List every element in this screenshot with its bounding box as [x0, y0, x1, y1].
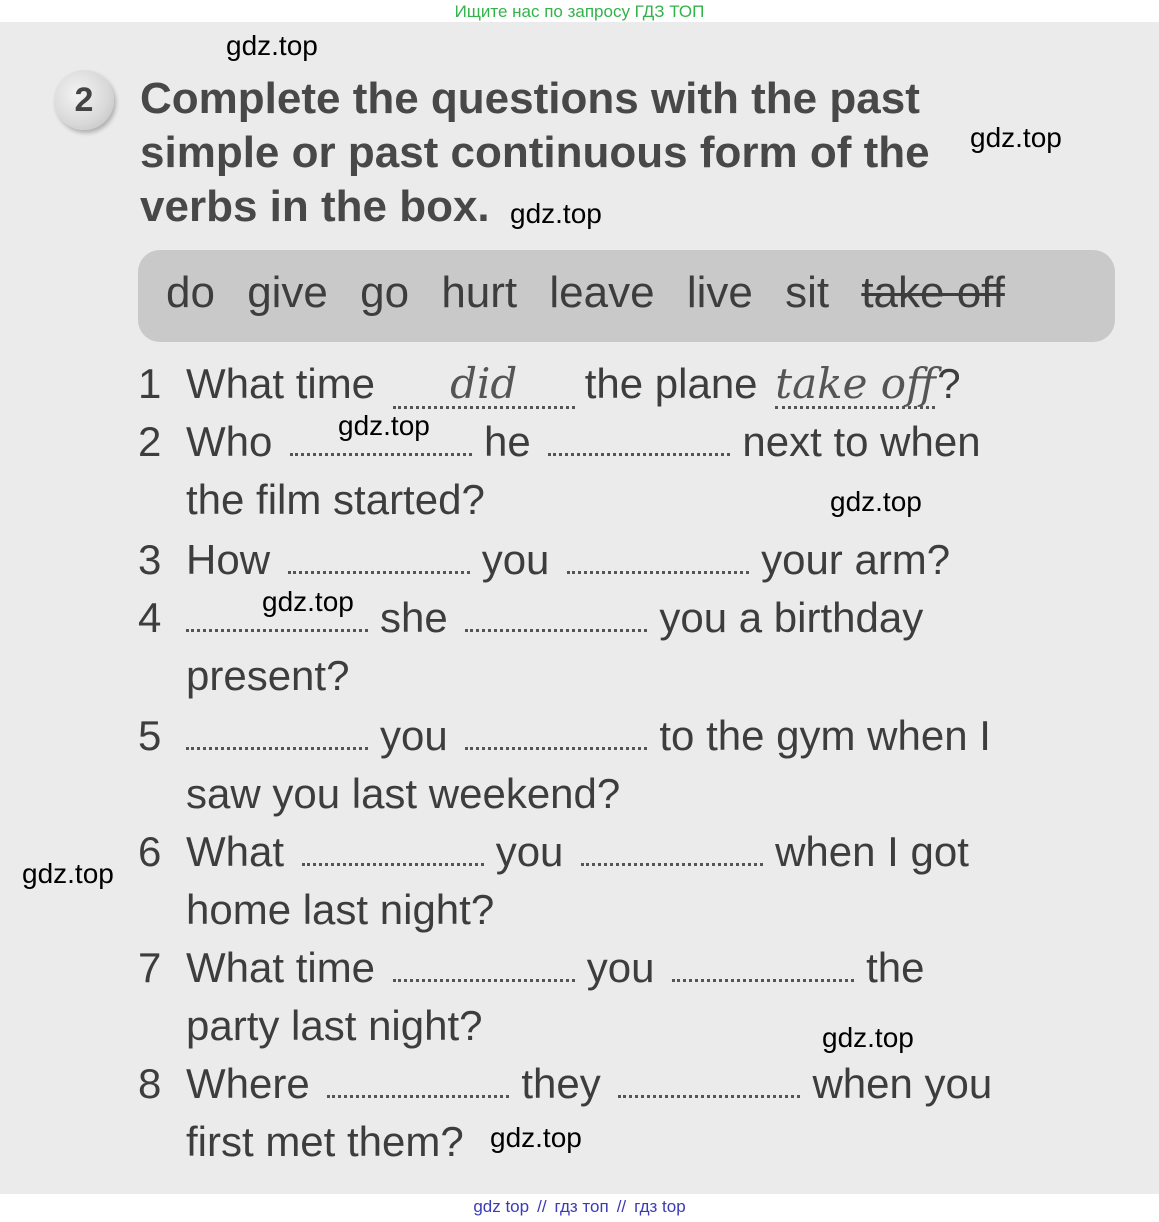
word-box-list — [166, 268, 1005, 318]
watermark: gdz.top — [338, 410, 430, 441]
exercise-number-badge: 2 — [54, 70, 114, 130]
question-2: 2 Who he next to when — [138, 416, 981, 468]
watermark: gdz.top — [822, 1022, 914, 1053]
watermark: gdz.top — [22, 858, 114, 889]
word-box-item: sit — [785, 268, 830, 317]
question-number: 4 — [138, 594, 162, 641]
footer-link[interactable]: гдз топ — [554, 1197, 609, 1216]
question-8: 8 Where they when you — [138, 1058, 992, 1110]
watermark: gdz.top — [262, 586, 354, 617]
answer-blank-7b[interactable] — [672, 965, 854, 982]
question-number: 8 — [138, 1060, 162, 1107]
answer-blank-1b[interactable]: take off — [775, 359, 936, 408]
instruction-line: verbs in the box. — [140, 182, 490, 231]
watermark: gdz.top — [510, 198, 602, 229]
watermark: gdz.top — [490, 1122, 582, 1153]
answer-blank-6b[interactable] — [581, 849, 763, 866]
question-number: 6 — [138, 828, 162, 875]
answer-blank-8a[interactable] — [327, 1081, 509, 1098]
question-5-continued: saw you last weekend? — [186, 770, 621, 817]
answer-blank-7a[interactable] — [393, 965, 575, 982]
question-6-continued: home last night? — [186, 886, 495, 933]
question-4-continued: present? — [186, 652, 350, 699]
answer-blank-8b[interactable] — [618, 1081, 800, 1098]
question-1: 1 What time did the plane take off? — [138, 359, 961, 408]
footer-link[interactable]: гдз top — [634, 1197, 686, 1216]
footer-separator: // — [537, 1197, 547, 1216]
watermark: gdz.top — [830, 486, 922, 517]
answer-blank-3a[interactable] — [288, 557, 470, 574]
answer-blank-4b[interactable] — [465, 615, 647, 632]
answer-blank-1a[interactable]: did — [393, 362, 575, 409]
question-3: 3 How you your arm? — [138, 534, 950, 586]
question-2-continued: the film started? — [186, 476, 485, 523]
question-5: 5 you to the gym when I — [138, 710, 991, 762]
answer-blank-5a[interactable] — [186, 733, 368, 750]
footer-link[interactable]: gdz top — [473, 1197, 530, 1216]
word-box-item: live — [686, 268, 753, 317]
instruction-line: simple or past continuous form of the — [140, 128, 930, 177]
instruction-line: Complete the questions with the past — [140, 74, 920, 123]
question-7-continued: party last night? — [186, 1002, 483, 1049]
question-4: 4 she you a birthday — [138, 592, 923, 644]
question-number: 5 — [138, 712, 162, 759]
word-box-item: do — [166, 268, 215, 317]
question-7: 7 What time you the — [138, 942, 925, 994]
footer-links — [0, 1197, 1159, 1217]
question-8-continued: first met them? — [186, 1118, 464, 1165]
word-box-item-struck: take off — [861, 268, 1005, 317]
answer-blank-6a[interactable] — [302, 849, 484, 866]
question-number: 7 — [138, 944, 162, 991]
answer-blank-3b[interactable] — [567, 557, 749, 574]
word-box-item: leave — [549, 268, 655, 317]
word-box-item: hurt — [441, 268, 518, 317]
answer-blank-5b[interactable] — [465, 733, 647, 750]
answer-blank-2b[interactable] — [548, 439, 730, 456]
watermark: gdz.top — [970, 122, 1062, 153]
watermark: gdz.top — [226, 30, 318, 61]
footer-separator: // — [616, 1197, 627, 1216]
question-number: 1 — [138, 360, 162, 407]
question-6: 6 What you when I got — [138, 826, 969, 878]
question-number: 2 — [138, 418, 162, 465]
word-box-item: go — [360, 268, 410, 317]
word-box-item: give — [247, 268, 328, 317]
question-number: 3 — [138, 536, 162, 583]
header-search-link[interactable]: Ищите нас по запросу ГДЗ ТОП — [454, 2, 705, 21]
